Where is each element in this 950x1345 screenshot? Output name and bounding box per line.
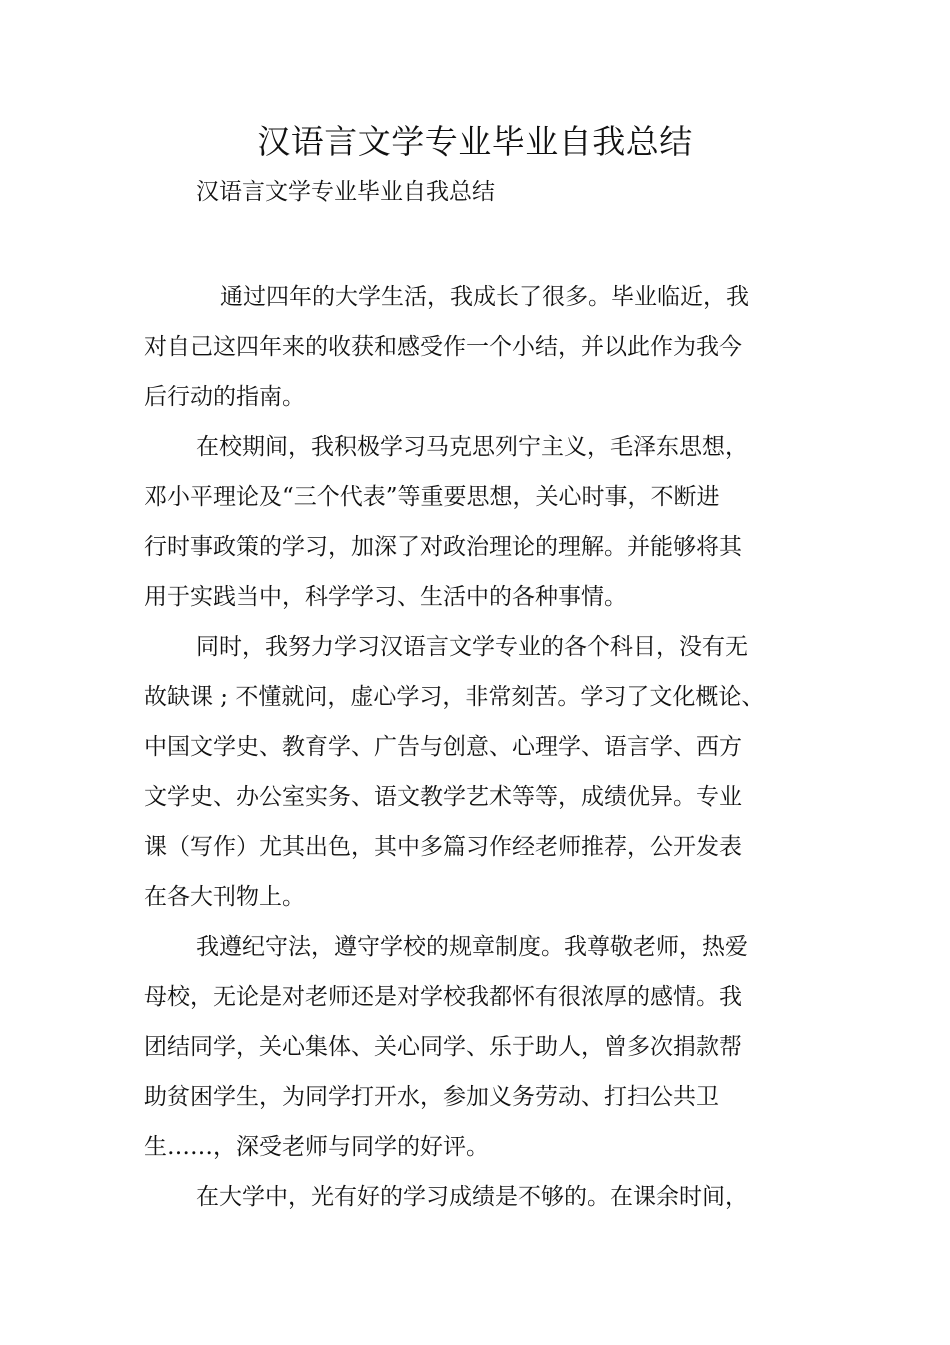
paragraph-line: 母校，无论是对老师还是对学校我都怀有很浓厚的感情。我 xyxy=(144,984,742,1010)
paragraph-line: 对自己这四年来的收获和感受作一个小结，并以此作为我今 xyxy=(144,334,742,360)
document-body xyxy=(144,272,765,1222)
paragraph-1 xyxy=(144,272,754,422)
paragraph-line: 中国文学史、教育学、广告与创意、心理学、语言学、西方 xyxy=(144,734,742,760)
paragraph-line: 在校期间，我积极学习马克思列宁主义，毛泽东思想， xyxy=(196,434,748,460)
paragraph-line: 后行动的指南。 xyxy=(144,384,305,410)
document-title: 汉语言文学专业毕业自我总结 xyxy=(257,122,693,161)
paragraph-line: 行时事政策的学习，加深了对政治理论的理解。并能够将其 xyxy=(144,534,742,560)
paragraph-line: 生……，深受老师与同学的好评。 xyxy=(144,1134,489,1160)
paragraph-line: 我遵纪守法，遵守学校的规章制度。我尊敬老师，热爱 xyxy=(196,934,748,960)
paragraph-line: 用于实践当中，科学学习、生活中的各种事情。 xyxy=(144,584,627,610)
paragraph-2 xyxy=(144,422,754,622)
paragraph-line: 助贫困学生，为同学打开水，参加义务劳动、打扫公共卫 xyxy=(144,1084,719,1110)
paragraph-line: 课（写作）尤其出色，其中多篇习作经老师推荐，公开发表 xyxy=(144,834,742,860)
document-subtitle: 汉语言文学专业毕业自我总结 xyxy=(196,179,495,205)
paragraph-line: 文学史、办公室实务、语文教学艺术等等，成绩优异。专业 xyxy=(144,784,742,810)
paragraph-5 xyxy=(144,1172,754,1222)
paragraph-line: 在大学中，光有好的学习成绩是不够的。在课余时间， xyxy=(196,1184,748,1210)
paragraph-line: 同时，我努力学习汉语言文学专业的各个科目，没有无 xyxy=(196,634,748,660)
paragraph-line: 团结同学，关心集体、关心同学、乐于助人，曾多次捐款帮 xyxy=(144,1034,742,1060)
paragraph-3 xyxy=(144,622,765,922)
paragraph-4 xyxy=(144,922,754,1172)
paragraph-line: 故缺课 ; 不懂就问，虚心学习，非常刻苦。学习了文化概论、 xyxy=(144,684,765,710)
paragraph-line: 邓小平理论及“三个代表”等重要思想，关心时事，不断进 xyxy=(144,484,720,510)
paragraph-line: 在各大刊物上。 xyxy=(144,884,305,910)
paragraph-line: 通过四年的大学生活，我成长了很多。毕业临近，我 xyxy=(220,284,749,310)
